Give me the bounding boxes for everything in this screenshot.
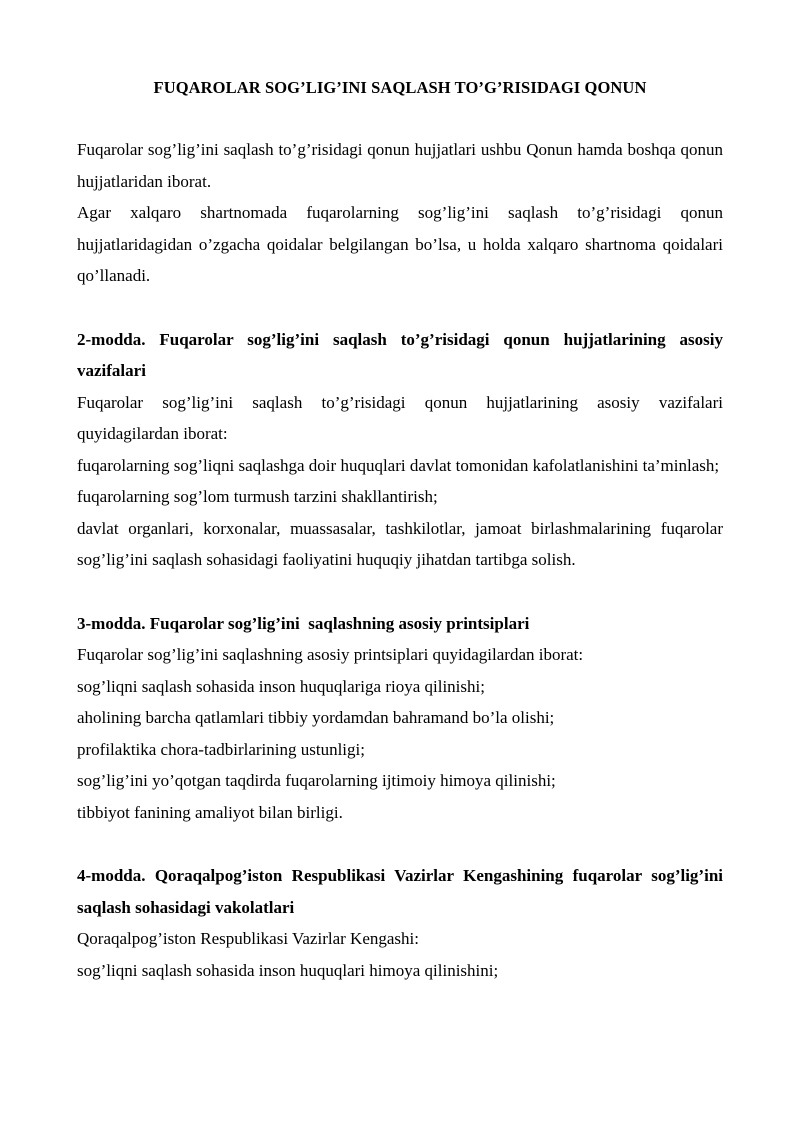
article-paragraph: Qoraqalpog’iston Respublikasi Vazirlar Kengashi: — [77, 929, 419, 948]
document-title: FUQAROLAR SOG’LIG’INI SAQLASH TO’G’RISIDAGI QONUN — [153, 78, 647, 97]
article-paragraph: davlat organlari, korxonalar, muassasalar, tashkilotlar, jamoat birlashmalarining fuqarolar sog’lig’ini saqlash sohasidagi faoliyatini huquqiy jihatdan tartibga solish. — [77, 518, 723, 569]
article-paragraph: sog’liqni saqlash sohasida inson huquqlari himoya qilinishini; — [77, 960, 499, 980]
article-paragraph: profilaktika chora-tadbirlarining ustunligi; — [77, 739, 365, 759]
intro-paragraph: Agar xalqaro shartnomada fuqarolarning sog’lig’ini saqlash to’g’risidagi qonun hujjatlaridagidan o’zgacha qoidalar belgilangan bo’lsa, u holda xalqaro shartnoma qoidalari qo’llanadi. — [77, 203, 723, 285]
article-heading: 4-modda. Qoraqalpog’iston Respublikasi Vazirlar Kengashining fuqarolar sog’lig’ini saqlash sohasidagi vakolatlari — [77, 866, 723, 917]
article-heading: 3-modda. Fuqarolar sog’lig’ini saqlashning asosiy printsiplari — [77, 613, 530, 633]
article-paragraph: Fuqarolar sog’lig’ini saqlash to’g’risidagi qonun hujjatlarining asosiy vazifalari quyidagilardan iborat: — [77, 392, 723, 443]
article-4 — [77, 860, 723, 986]
article-3 — [77, 608, 723, 829]
article-paragraph: aholining barcha qatlamlari tibbiy yordamdan bahramand bo’la olishi; — [77, 708, 555, 727]
article-paragraph: tibbiyot fanining amaliyot bilan birligi. — [77, 802, 343, 822]
article-paragraph: Fuqarolar sog’lig’ini saqlashning asosiy printsiplari quyidagilardan iborat: — [77, 645, 584, 664]
article-heading: 2-modda. Fuqarolar sog’lig’ini saqlash to’g’risidagi qonun hujjatlarining asosiy vazifalari — [77, 329, 723, 380]
article-paragraph: fuqarolarning sog’lom turmush tarzini shakllantirish; — [77, 487, 438, 506]
article-paragraph: sog’liqni saqlash sohasida inson huquqlariga rioya qilinishi; — [77, 676, 485, 696]
article-paragraph: fuqarolarning sog’liqni saqlashga doir huquqlari davlat tomonidan kafolatlanishini ta’minlash; — [77, 455, 720, 475]
article-2 — [77, 324, 723, 576]
article-paragraph: sog’lig’ini yo’qotgan taqdirda fuqarolarning ijtimoiy himoya qilinishi; — [77, 771, 556, 790]
intro-section — [77, 134, 723, 292]
intro-paragraph: Fuqarolar sog’lig’ini saqlash to’g’risidagi qonun hujjatlari ushbu Qonun hamda boshqa qonun hujjatlaridan iborat. — [77, 140, 723, 191]
